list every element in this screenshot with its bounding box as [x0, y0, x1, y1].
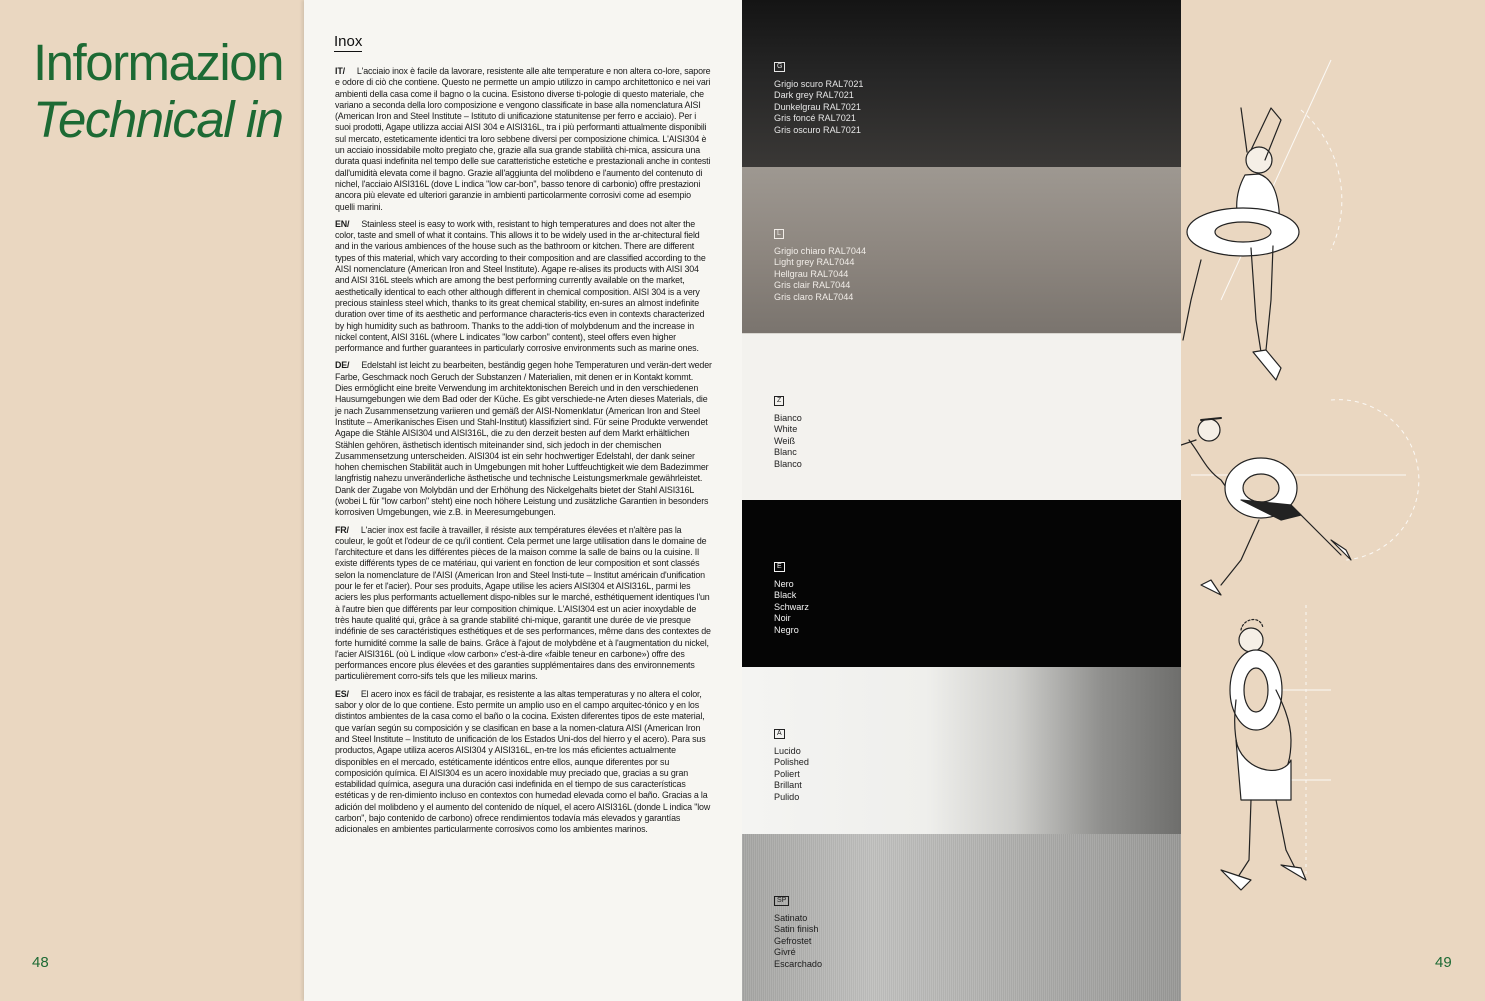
swatch-name-de: Dunkelgrau RAL7021	[774, 101, 861, 112]
lang-label-it: IT/	[335, 66, 345, 76]
swatch-names	[774, 746, 809, 803]
swatch-satin	[742, 834, 1181, 1001]
swimmer-middle	[1181, 418, 1351, 595]
swatch-name-en: Black	[774, 590, 797, 601]
swatch-code: A	[774, 729, 785, 739]
swatch-light-grey	[742, 167, 1181, 333]
paragraph-en	[335, 219, 712, 355]
swatch-name-en: Polished	[774, 757, 809, 768]
heading-italian: Informazion	[33, 34, 283, 91]
paragraph-es	[335, 689, 712, 836]
swatch-name-fr: Noir	[774, 613, 791, 624]
swatch-name-es: Pulido	[774, 791, 800, 802]
paragraph-text-de: Edelstahl ist leicht zu bearbeiten, beständig gegen hohe Temperaturen und verän-dert weder Farbe, Geschmack noch Geruch der Substanzen / Materialien, mit denen er in Kontakt kommt. Dies ermöglicht eine breite Verwendung im architektonischen Bereich und in den verschiedenen Hausumgebungen wie dem Bad oder der Küche. Es gibt verschiede-ne Arten dieses Materials, die je nach Zusammensetzung variieren und gemäß der AISI-Nomenklatur (American Iron and Steel Institute – Amerikanisches Eisen und Stahl-Institut) klassifiziert sind. Für seine Produkte verwendet Agape die Stähle AISI304 und AISI316L, die zu den derzeit besten auf dem Markt erhältlichen Stählen gehören, ästhetisch identisch miteinander sind, sich jedoch in der chemischen Zusammensetzung unterscheiden. AISI304 ist ein sehr hochwertiger Edelstahl, der dank seiner hohen chemischen Stabilität auch in Umgebungen mit hoher Luftfeuchtigkeit wie dem Badezimmer langfristig nahezu unveränderliche ästhetische und technische Leistungsmerkmale gewährleistet. Dank der Zugabe von Molybdän und der Erhöhung des Nickelgehalts bietet der Stahl AISI316L (wobei L für "low carbon" steht) eine noch höhere Leistung und zusätzliche Garantien in besonders korrosiven Umgebungen, wie z.B. in Meeresumgebungen.	[335, 360, 712, 518]
swatch-name-es: Gris oscuro RAL7021	[774, 124, 861, 135]
page-number-left: 48	[32, 954, 49, 971]
lang-label-es: ES/	[335, 688, 349, 699]
swatch-name-fr: Blanc	[774, 447, 797, 458]
swatch-name-fr: Gris foncé RAL7021	[774, 113, 856, 124]
swatch-name-fr: Brillant	[774, 780, 802, 791]
page-number-right: 49	[1435, 954, 1452, 971]
text-sheet	[304, 0, 742, 1001]
left-page-background	[0, 0, 304, 1001]
paragraph-it	[335, 66, 712, 213]
multilingual-description	[335, 66, 712, 842]
lang-label-fr: FR/	[335, 524, 349, 535]
swatch-name-fr: Givré	[774, 947, 796, 958]
swatch-code: L	[774, 229, 784, 239]
swatch-name-it: Grigio scuro RAL7021	[774, 79, 864, 89]
swatch-names	[774, 79, 863, 136]
paragraph-text-es: El acero inox es fácil de trabajar, es resistente a las altas temperaturas y no altera el color, sabor y olor de lo que contiene. Esto permite un amplio uso en el campo arquitec-tónico y en los distintos ambientes de la casa como el baño o la cocina. Existen diferentes tipos de este material, que varían según su composición y se clasifican en base a la nomen-clatura AISI (American Iron and Steel Institute – Instituto de unificación de los Estados Uni-dos del hierro y el acero). Para sus productos, Agape utiliza aceros AISI304 y AISI316L, en-tre los más eficientes actualmente disponibles en el mercado, estéticamente idénticos entre ellos, aunque diferentes por su composición química. El AISI304 es un acero inoxidable muy preciado que, gracias a su gran estabilidad química, asegura una duración casi indefinida en el tiempo de sus características estéticas y de ren-dimiento incluso en contextos con humedad elevada como el baño. Gracias a la adición del molibdeno y el aumento del contenido de níquel, el acero AISI316L (donde L indica "low carbon", bajo contenido de carbono) ofrece rendimientos todavía más elevados y garantías adicionales en ambientes particularmente corrosivos como los ambientes marinos.	[335, 688, 711, 835]
swatch-name-es: Blanco	[774, 458, 802, 469]
swatch-name-en: White	[774, 424, 798, 435]
swatch-code: SP	[774, 896, 789, 906]
swatch-names	[774, 246, 866, 303]
paragraph-fr	[335, 525, 712, 683]
swatch-name-it: Nero	[774, 579, 794, 589]
swatch-polished	[742, 667, 1181, 834]
swatch-name-es: Escarchado	[774, 958, 823, 969]
guide-lines	[1191, 60, 1419, 880]
paragraph-text-en: Stainless steel is easy to work with, resistant to high temperatures and does not alter the color, taste and smell of what it contains. This allows it to be widely used in the ar-chitectural field and in the various ambiences of the house such as the bathroom or kitchen. There are different types of this material, which vary according to their composition and are classified according to the AISI nomenclature (American Iron and Steel Institute). Agape re-alises its products with AISI 304 and AISI 316L steels which are among the best performing currently available on the market, aesthetically identical to each other although different in chemical composition. AISI 304 is a very precious stainless steel which, thanks to its great chemical stability, en-sures an almost indefinite duration over time of its aesthetic and performance characteris-tics even in contexts characterized by high humidity such as bathroom. Thanks to the addi-tion of molybdenum and the increase in nickel content, AISI 316L (where L indicates "low carbon" content), steel offers even higher performance and further guarantees in particularly corrosive environments such as marine ones.	[335, 218, 706, 354]
swatch-black	[742, 500, 1181, 667]
swatch-code: E	[774, 562, 785, 572]
swatch-white	[742, 333, 1181, 501]
paragraph-text-it: L'acciaio inox è facile da lavorare, resistente alle alte temperature e non altera co-lore, sapore e odore di ciò che contiene. Questo ne permette un ampio utilizzo in campo architettonico e nei vari ambienti della casa come il bagno o la cucina. Esistono diverse ti-pologie di questo materiale, che variano a seconda della loro composizione e vengono classificate in base alla nomenclatura AISI (American Iron and Steel Institute – Istituto di unificazione statunitense per ferro e acciaio). Per i suoi prodotti, Agape utilizza acciai AISI 304 e AISI316L, tra i più performanti attualmente disponibili sul mercato, esteticamente identici tra loro sebbene diversi per composizione chimica. L'AISI304 è un acciaio inossidabile molto pregiato che, grazie alla sua grande stabilità chi-mica, assicura una durata quasi indefinita nel tempo delle sue caratteristiche estetiche e prestazionali anche in contesti dall'umidità elevata come il bagno. Grazie all'aggiunta del molibdeno e l'aumento del contenuto di nichel, l'acciaio AISI316L (dove L indica "low car-bon", basso tenore di carbonio) offre prestazioni ancora più elevate ed ulteriori garanzie in ambienti particolarmente corrosivi come ad esempio quelli marini.	[335, 66, 711, 212]
page-heading	[33, 34, 283, 148]
swimmer-illustrations	[1181, 0, 1485, 1001]
swatch-dark-grey	[742, 0, 1181, 167]
finish-swatches	[742, 0, 1181, 1001]
swatch-name-en: Light grey RAL7044	[774, 257, 855, 268]
swatch-name-de: Poliert	[774, 768, 800, 779]
swatch-name-en: Dark grey RAL7021	[774, 90, 854, 101]
swatch-code: G	[774, 62, 785, 72]
swatch-name-it: Bianco	[774, 413, 802, 423]
swatch-names	[774, 913, 822, 970]
paragraph-text-fr: L'acier inox est facile à travailler, il résiste aux températures élevées et n'altère pas la couleur, le goût et l'odeur de ce qu'il contient. Cela permet une large utilisation dans le domaine de l'architecture et dans les différentes pièces de la maison comme la salle de bains ou la cuisine. Il existe différents types de ce matériau, qui varient en fonction de leur composition et sont classés selon la nomenclature de l'AISI (American Iron and Steel Insti-tute – Institut américain d'unification pour le fer et l'acier). Pour ses produits, Agape utilise les aciers AISI304 et AISI316L, parmi les aciers les plus performants actuellement dispo-nibles sur le marché, esthétiquement identiques l'un à l'autre bien que différents par leur composition chimique. L'AISI304 est un acier inoxydable de très haute qualité qui, grâce à sa grande stabilité chi-mique, garantit une durée de vie presque indéfinie de ses caractéristiques esthétiques et de ses performances, même dans des contextes de forte humidité comme la salle de bains. Grâce à l'ajout de molybdène et à l'augmentation du nickel, l'acier AISI316L (où L indique «low carbon» c'est-à-dire «faible teneur en carbone») offre des performances encore plus élevées et des garanties supplémentaires dans des environnements particulièrement corro-sifs tels que les milieux marins.	[335, 524, 711, 682]
swatch-name-it: Grigio chiaro RAL7044	[774, 246, 866, 256]
swatch-name-fr: Gris clair RAL7044	[774, 280, 851, 291]
swatch-name-es: Negro	[774, 624, 799, 635]
section-title: Inox	[334, 33, 363, 50]
swatch-name-it: Lucido	[774, 746, 801, 756]
swatch-name-it: Satinato	[774, 913, 808, 923]
swatch-name-de: Gefrostet	[774, 935, 812, 946]
swimmer-bottom	[1221, 620, 1306, 890]
swatch-name-de: Schwarz	[774, 601, 809, 612]
swatch-names	[774, 579, 809, 636]
lang-label-en: EN/	[335, 218, 350, 229]
swatch-name-de: Weiß	[774, 435, 796, 446]
swatch-names	[774, 413, 802, 470]
swatch-name-de: Hellgrau RAL7044	[774, 268, 849, 279]
swimmer-top	[1183, 108, 1299, 380]
swatch-name-es: Gris claro RAL7044	[774, 291, 854, 302]
paragraph-de	[335, 360, 712, 518]
lang-label-de: DE/	[335, 360, 350, 371]
swatch-name-en: Satin finish	[774, 924, 819, 935]
swatch-code: Z	[774, 396, 784, 406]
heading-english: Technical in	[33, 91, 283, 148]
